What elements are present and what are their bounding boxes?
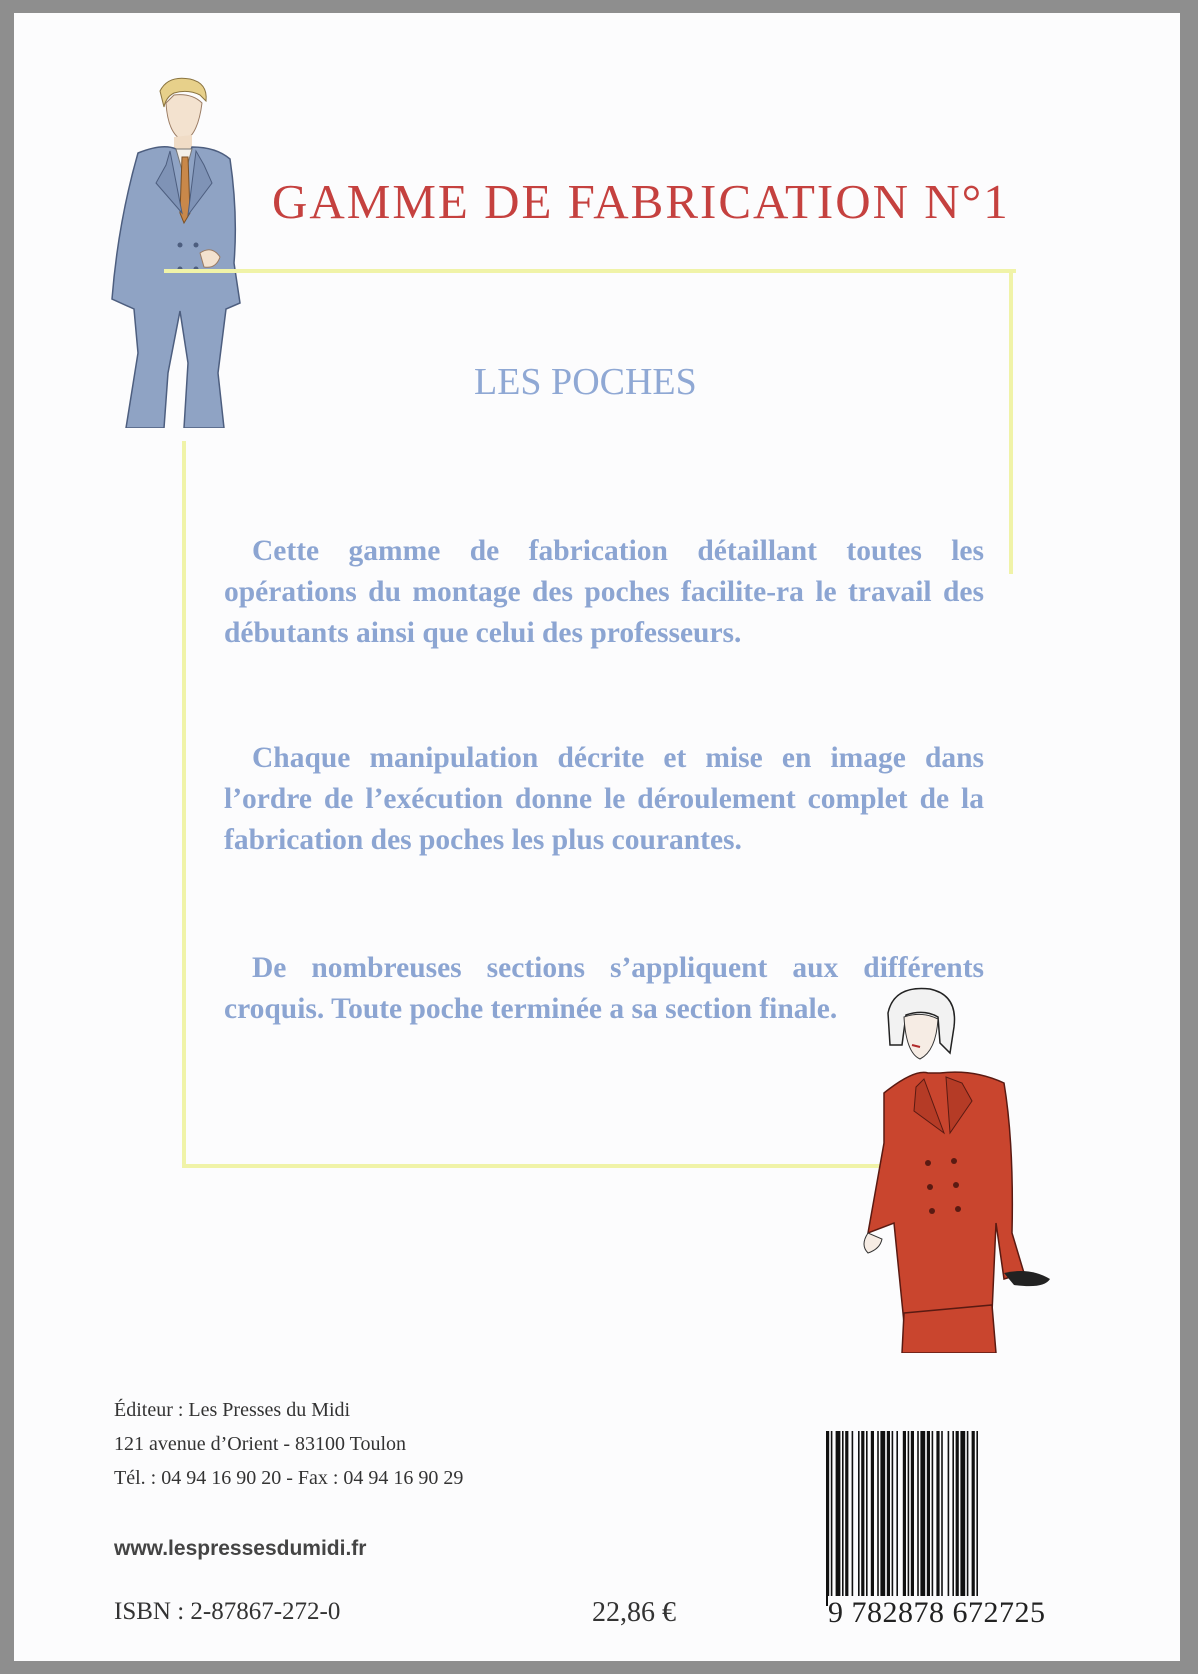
barcode-bar xyxy=(871,1431,874,1606)
book-subtitle: LES POCHES xyxy=(474,361,697,403)
barcode-bar xyxy=(972,1431,975,1606)
barcode-bar xyxy=(976,1431,978,1606)
frame-line-left xyxy=(182,441,186,1166)
price: 22,86 € xyxy=(592,1597,676,1628)
barcode-digits: 9 782878 672725 xyxy=(828,1596,1060,1630)
barcode-bar xyxy=(880,1431,885,1606)
publisher-address: 121 avenue d’Orient - 83100 Toulon xyxy=(114,1433,407,1455)
barcode-bar xyxy=(866,1431,868,1606)
publisher-editor: Éditeur : Les Presses du Midi xyxy=(114,1399,351,1421)
barcode-bar xyxy=(936,1431,939,1606)
book-title: GAMME DE FABRICATION N°1 xyxy=(272,174,1010,229)
book-back-cover xyxy=(14,13,1180,1661)
barcode-bar xyxy=(858,1431,860,1606)
barcode-bar xyxy=(861,1431,864,1606)
barcode-bar xyxy=(952,1431,954,1606)
publisher-phone: Tél. : 04 94 16 90 20 - Fax : 04 94 16 90 29 xyxy=(114,1467,464,1489)
frame-line-bottom xyxy=(182,1164,902,1168)
barcode-bar xyxy=(956,1431,959,1606)
barcode-bar xyxy=(903,1431,906,1606)
barcode-bar xyxy=(836,1431,841,1606)
barcode-bar xyxy=(852,1431,854,1606)
frame-line-top xyxy=(164,269,1016,273)
description-paragraph-3: De nombreuses sections s’appliquent aux différents croquis. Toute poche terminée a sa section finale. xyxy=(224,952,984,1025)
barcode-bar xyxy=(877,1431,879,1606)
barcode-bar xyxy=(927,1431,930,1606)
barcode-bar xyxy=(941,1431,943,1606)
description-paragraph-1: Cette gamme de fabrication détaillant toutes les opérations du montage des poches facilite-ra le travail des débutants ainsi que celui des professeurs. xyxy=(224,535,984,649)
barcode-bar xyxy=(911,1431,914,1606)
woman-in-red-suit-illustration xyxy=(854,983,1104,1353)
barcode-bar xyxy=(917,1431,919,1606)
frame-line-right xyxy=(1009,269,1013,574)
barcode-bar xyxy=(845,1431,848,1606)
isbn: ISBN : 2-87867-272-0 xyxy=(114,1598,341,1625)
publisher-website[interactable]: www.lespressesdumidi.fr xyxy=(114,1537,367,1560)
barcode-bar xyxy=(887,1431,890,1606)
barcode-bar xyxy=(948,1431,950,1606)
barcode-bar xyxy=(932,1431,934,1606)
barcode-bar xyxy=(920,1431,925,1606)
barcode-bar xyxy=(960,1431,965,1606)
man-in-suit-illustration xyxy=(108,73,278,428)
barcode-bar xyxy=(826,1431,829,1606)
barcode-bar xyxy=(896,1431,898,1606)
description-paragraph-2: Chaque manipulation décrite et mise en image dans l’ordre de l’exécution donne le déroulement complet de la fabrication des poches les plus courantes. xyxy=(224,742,984,856)
barcode-bar xyxy=(967,1431,969,1606)
barcode-bar xyxy=(831,1431,833,1606)
barcode-bar xyxy=(908,1431,910,1606)
barcode-bar xyxy=(892,1431,894,1606)
barcode-bar xyxy=(842,1431,844,1606)
